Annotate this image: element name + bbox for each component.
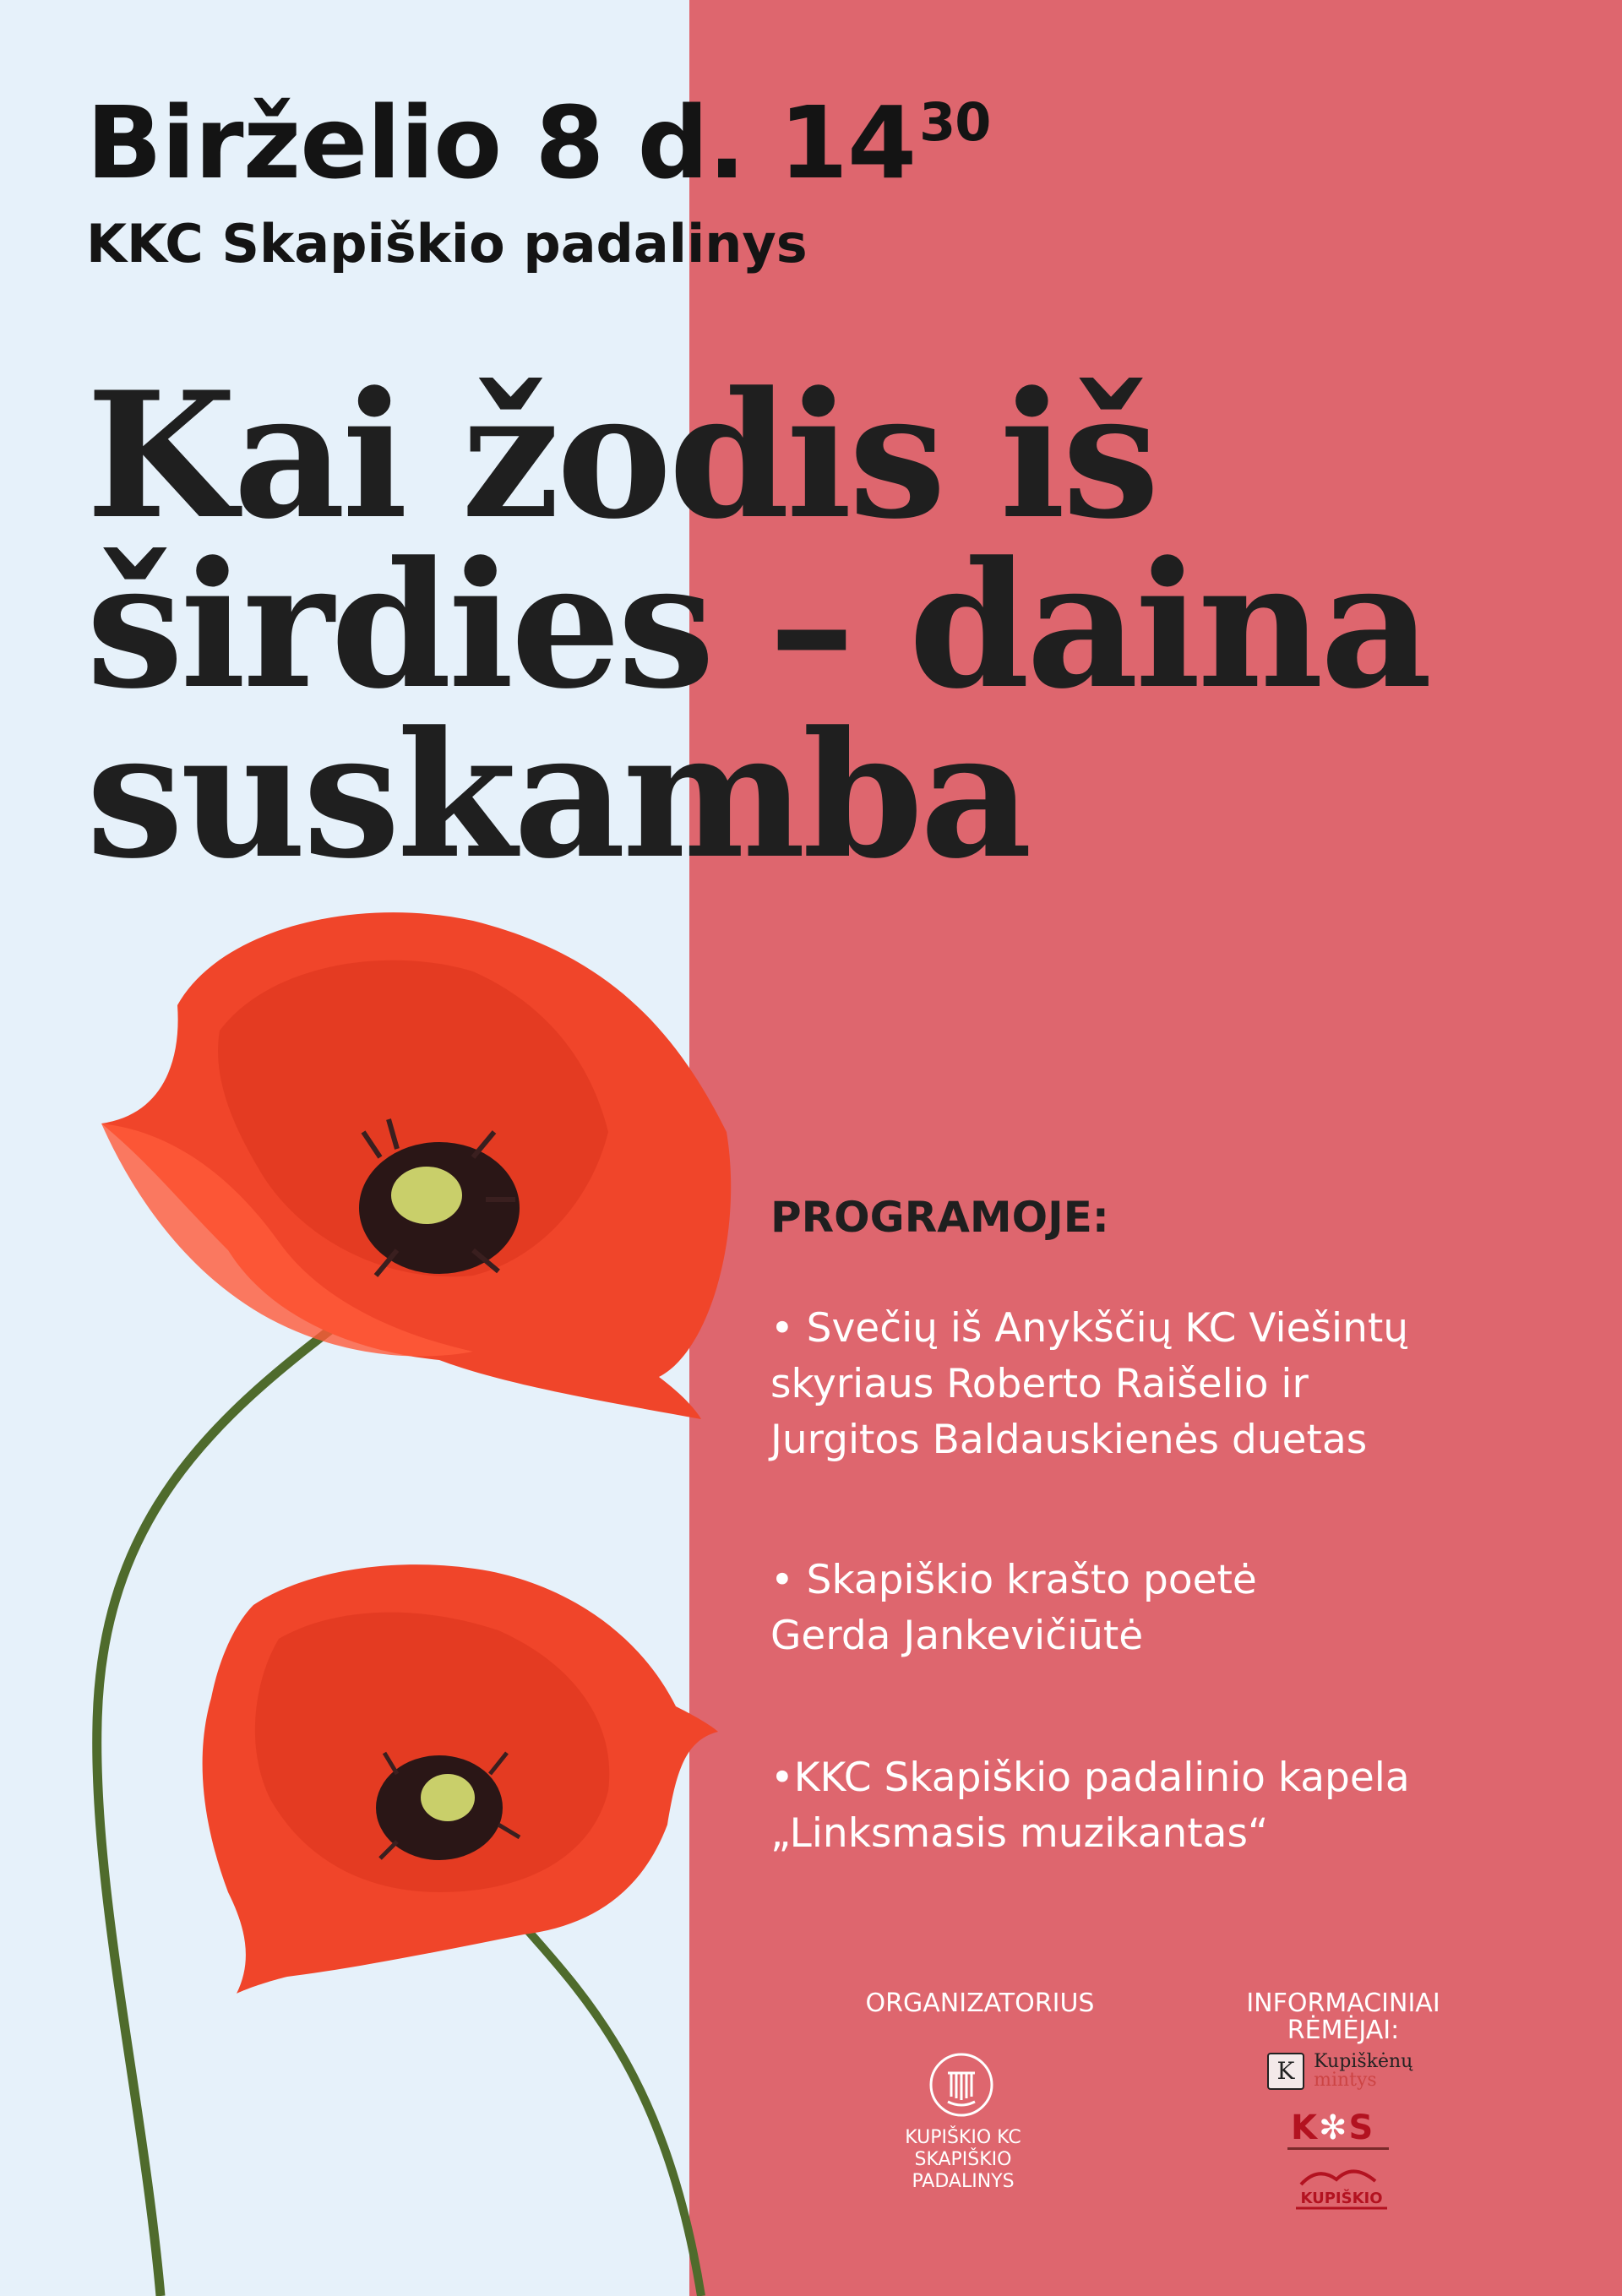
event-minutes: 30 xyxy=(919,91,991,153)
organizer-name xyxy=(870,2127,1056,2193)
program-item-line: •KKC Skapiškio padalinio kapela xyxy=(770,1755,1410,1801)
organizer-name-line: KUPIŠKIO KC xyxy=(905,2127,1021,2148)
kupiskenu-logo-text xyxy=(1314,2053,1412,2090)
kupiskenu-mintys-logo xyxy=(1267,2053,1412,2090)
upper-poppy xyxy=(101,912,731,1419)
program-item-line: skyriaus Roberto Raišelio ir xyxy=(770,1361,1309,1407)
kupiskio-logo-swoosh xyxy=(1301,2171,1375,2184)
kupiskenu-logo-name: Kupiškėnų xyxy=(1314,2051,1413,2072)
program-item-line: „Linksmasis muzikantas“ xyxy=(770,1810,1269,1857)
title-line: Kai žodis iš xyxy=(86,355,1157,558)
lower-poppy xyxy=(203,1564,718,1994)
program-item xyxy=(770,1750,1581,1862)
kupiskio-logo-text: KUPIŠKIO xyxy=(1300,2190,1383,2207)
organizer-name-line: SKAPIŠKIO xyxy=(914,2149,1012,2170)
right-background-panel xyxy=(689,0,1622,2296)
info-sponsors-label xyxy=(1208,1990,1478,2044)
program-item-line: Jurgitos Baldauskienės duetas xyxy=(770,1417,1368,1463)
organizer-logo-icon xyxy=(928,2051,995,2119)
ks-logo-k: K xyxy=(1291,2108,1319,2147)
ks-logo-underline xyxy=(1287,2147,1389,2150)
program-heading: PROGRAMOJE: xyxy=(770,1193,1109,1242)
snowflake-icon: ✻ xyxy=(1319,2108,1349,2147)
organizer-name-line: PADALINYS xyxy=(912,2171,1015,2192)
short-stem xyxy=(524,1926,701,2296)
ks-logo xyxy=(1291,2108,1374,2147)
program-item-line: • Skapiškio krašto poetė xyxy=(770,1557,1257,1603)
program-item-line: Gerda Jankevičiūtė xyxy=(770,1613,1144,1659)
poppy-flowers-illustration xyxy=(0,879,760,2296)
info-sponsors-label-line: INFORMACINIAI xyxy=(1246,1989,1440,2018)
kupiskenu-logo-letter: K xyxy=(1267,2053,1304,2090)
program-item xyxy=(770,1301,1581,1468)
program-item xyxy=(770,1553,1581,1664)
event-date-time xyxy=(86,84,991,201)
title-line: širdies – daina xyxy=(86,524,1429,727)
info-sponsors-label-line: RĖMĖJAI: xyxy=(1287,2016,1400,2045)
kupiskenu-logo-sub: mintys xyxy=(1314,2070,1377,2091)
title-line: suskamba xyxy=(86,694,1029,897)
organizer-label: ORGANIZATORIUS xyxy=(865,1989,1095,2018)
event-date: Birželio 8 d. 14 xyxy=(86,84,917,201)
event-title xyxy=(86,355,1573,897)
program-item-line: • Svečių iš Anykščių KC Viešintų xyxy=(770,1305,1409,1352)
ks-logo-s: S xyxy=(1348,2108,1375,2147)
kupiskio-logo xyxy=(1284,2159,1399,2218)
event-venue: KKC Skapiškio padalinys xyxy=(86,213,808,275)
